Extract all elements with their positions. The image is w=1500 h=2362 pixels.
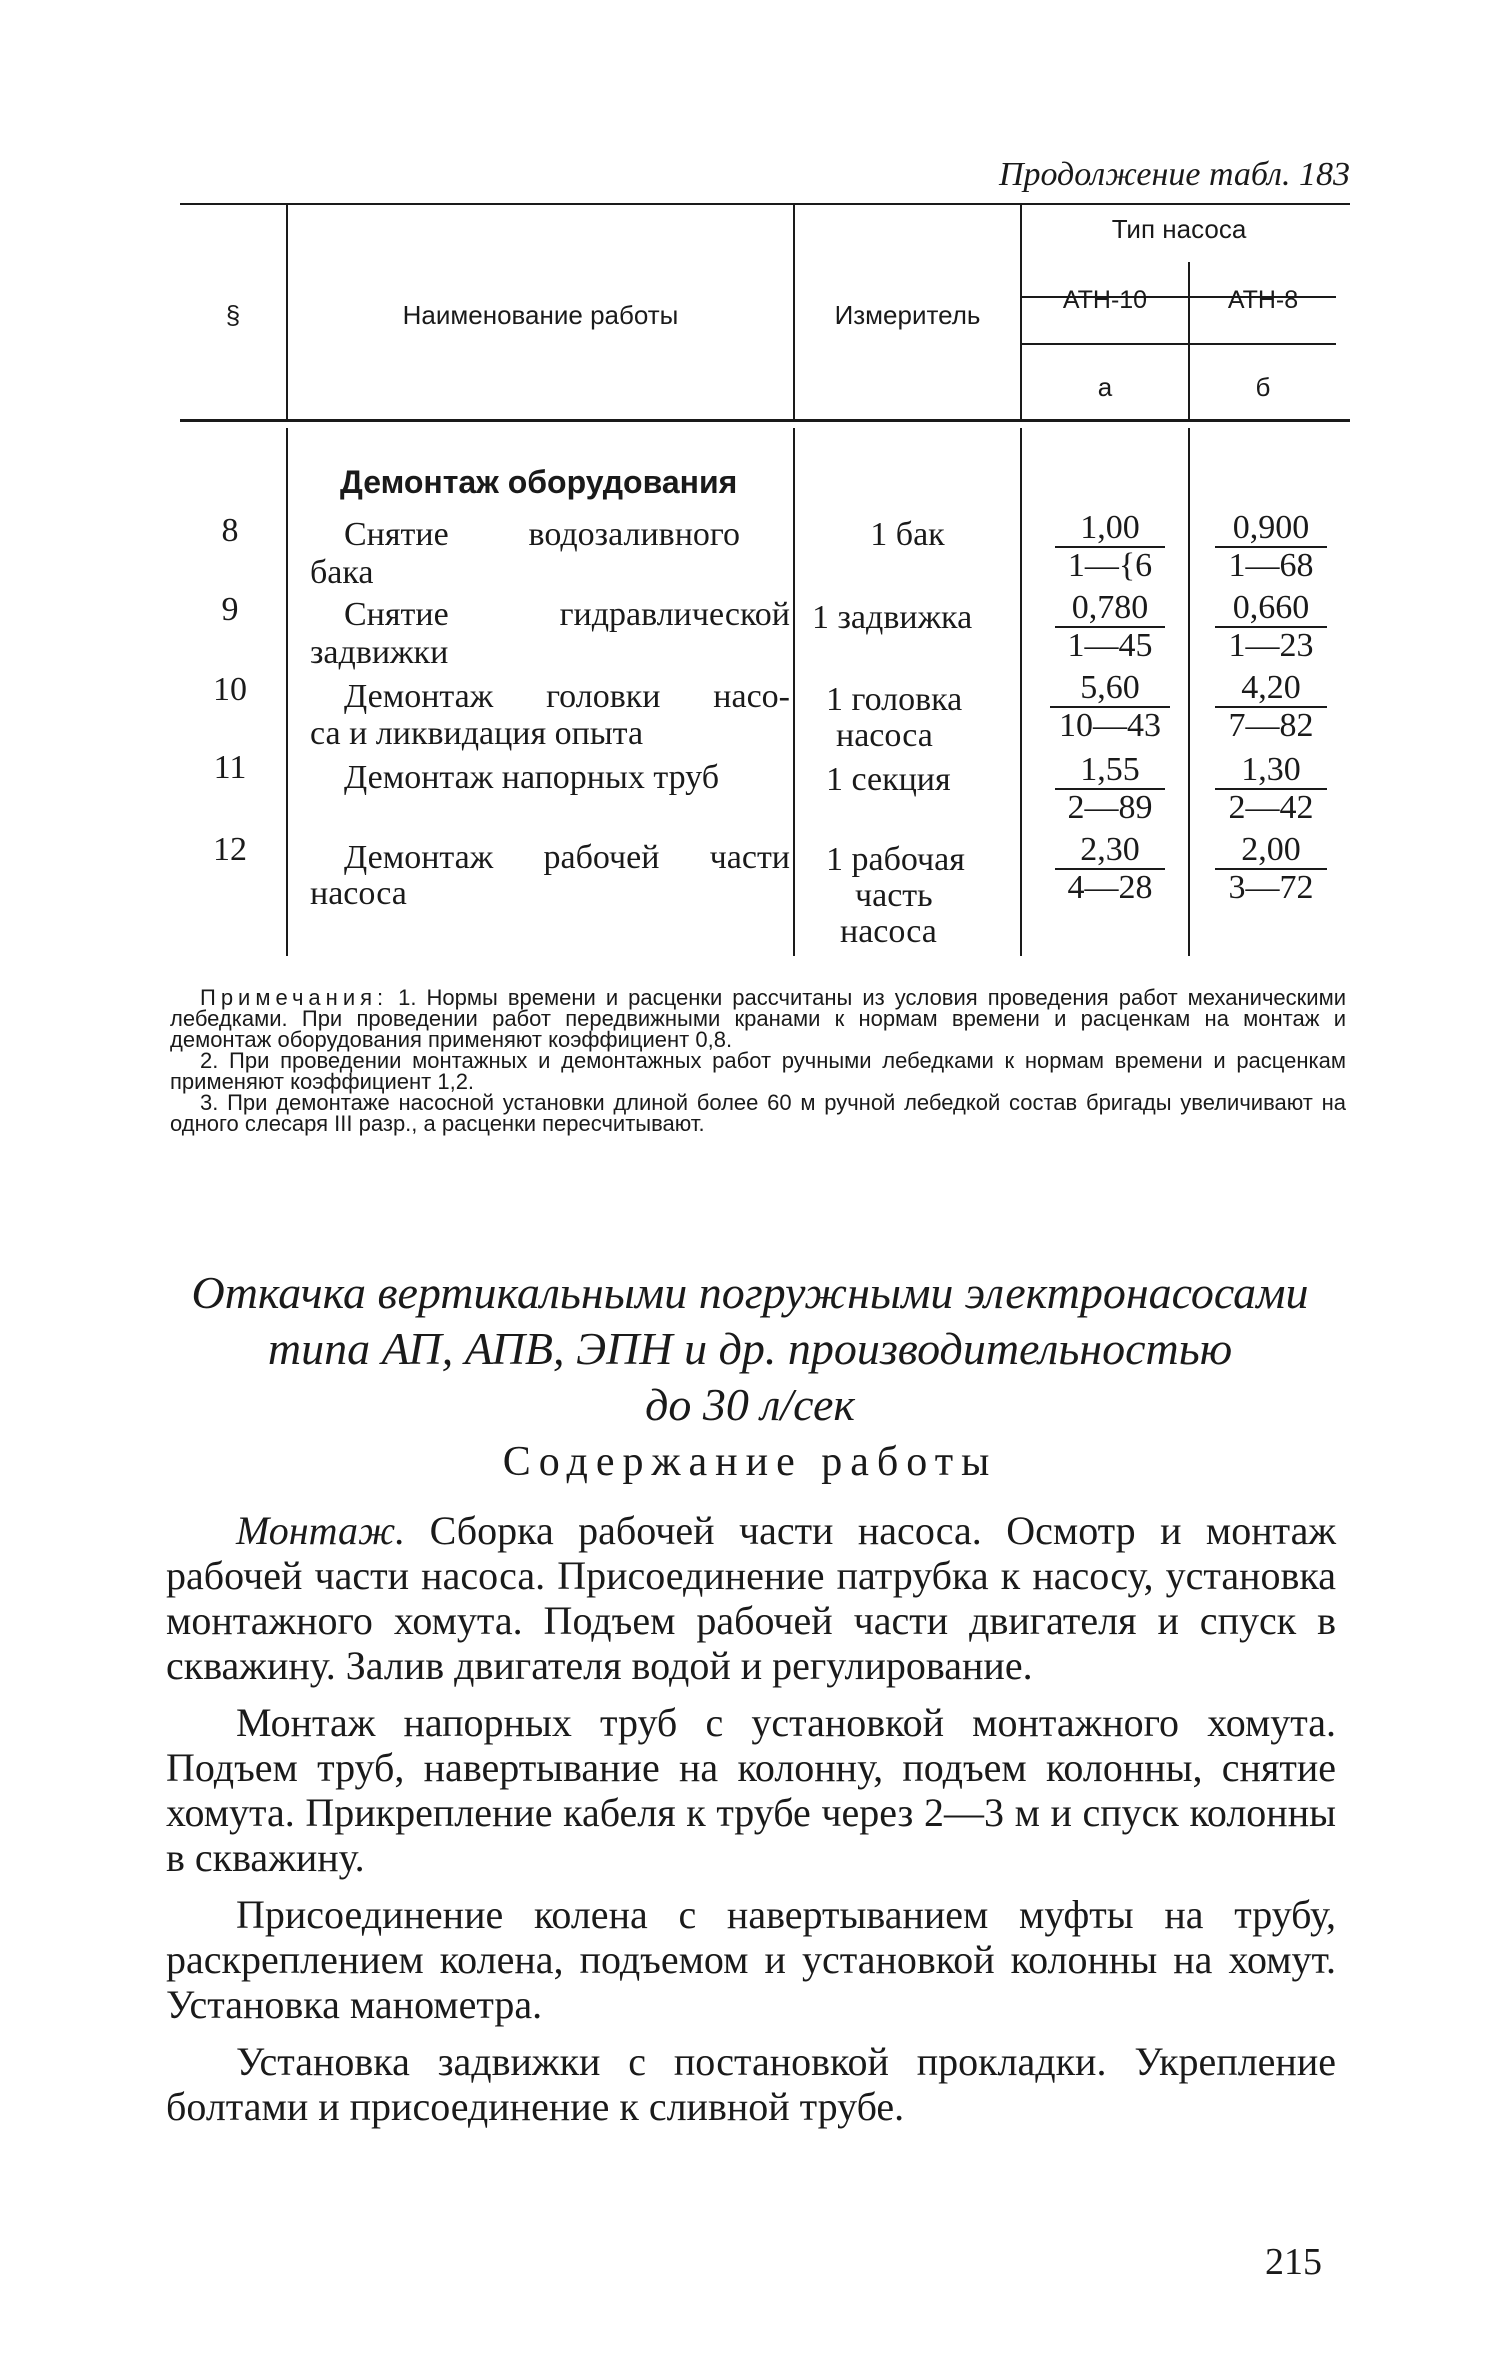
rate-b <box>1215 510 1327 584</box>
price-b: 3—72 <box>1215 868 1327 906</box>
note-3: 3. При демонтаже насосной установки длиной более 60 м ручной лебедкой состав бригады увеличивают на одного слесаря III разр., а расценки пересчитывают. <box>170 1090 1346 1136</box>
row-name-line1: Демонтаж рабочей части <box>344 839 790 876</box>
time-norm-a: 5,60 <box>1080 669 1140 706</box>
price-b: 1—68 <box>1215 546 1327 584</box>
time-norm-b: 2,00 <box>1241 831 1301 868</box>
section-title: Откачка вертикальными погружными электронасосами типа АП, АПВ, ЭПН и др. производительностью до 30 л/сек <box>191 1267 1309 1430</box>
row-name-line2: задвижки <box>310 634 449 671</box>
row-name-line2: насоса <box>310 875 407 912</box>
row-number: 8 <box>221 512 239 549</box>
header-unit: Измеритель <box>834 300 981 330</box>
row-unit: 1 бак <box>870 516 945 553</box>
table-notes <box>170 987 1346 1134</box>
row-name-line2: бака <box>310 554 374 591</box>
price-b: 2—42 <box>1215 788 1327 826</box>
header-section: § <box>225 300 241 330</box>
page-number: 215 <box>1265 2241 1322 2283</box>
time-norm-a: 1,00 <box>1080 509 1140 546</box>
rate-b <box>1215 752 1327 826</box>
rate-a <box>1055 590 1165 664</box>
notes-label: Примечания: <box>200 985 389 1010</box>
row-unit: 1 секция <box>826 761 951 798</box>
row-unit-line1: 1 рабочая <box>826 841 965 878</box>
rate-b <box>1215 832 1327 906</box>
time-norm-a: 0,780 <box>1071 589 1149 626</box>
price-a: 10—43 <box>1050 706 1170 744</box>
rate-b <box>1215 590 1327 664</box>
time-norm-a: 1,55 <box>1080 751 1140 788</box>
header-col-atn8: АТН-8 <box>1227 286 1299 314</box>
row-number: 10 <box>213 671 247 708</box>
price-a: 2—89 <box>1055 788 1165 826</box>
rate-a <box>1050 670 1170 744</box>
row-unit-line2: насоса <box>836 717 933 754</box>
row-name-line1: Снятие гидравлической <box>344 596 790 633</box>
time-norm-b: 1,30 <box>1241 751 1301 788</box>
content-heading: Содержание работы <box>502 1439 998 1485</box>
header-sub-a: а <box>1097 372 1113 402</box>
note-2: 2. При проведении монтажных и демонтажных работ ручными лебедками к нормам времени и расценкам применяют коэффициент 1,2. <box>170 1048 1346 1094</box>
row-number: 9 <box>221 591 239 628</box>
rate-a <box>1055 752 1165 826</box>
price-b: 7—82 <box>1215 706 1327 744</box>
price-a: 4—28 <box>1055 868 1165 906</box>
row-unit-line1: 1 головка <box>826 681 963 718</box>
paragraph: Монтаж. Сборка рабочей части насоса. Осмотр и монтаж рабочей части насоса. Присоединение патрубка к насосу, установка монтажного хомута. Подъем рабочей части двигателя и спуск в скважину. Залив двигателя водой и регулирование. <box>166 1508 1336 1688</box>
time-norm-a: 2,30 <box>1080 831 1140 868</box>
rate-a <box>1055 832 1165 906</box>
row-name-line2: са и ликвидация опыта <box>310 715 644 752</box>
header-col-atn10: АТН-10 <box>1062 286 1148 314</box>
work-description <box>166 1508 1336 2141</box>
group-title: Демонтаж оборудования <box>340 464 738 500</box>
paragraph: Установка задвижки с постановкой прокладки. Укрепление болтами и присоединение к сливной трубе. <box>166 2039 1336 2129</box>
header-work-name: Наименование работы <box>402 300 679 330</box>
header-pump-type: Тип насоса <box>1111 214 1247 244</box>
paragraph: Монтаж напорных труб с установкой монтажного хомута. Подъем труб, навертывание на колонну, подъем колонны, снятие хомута. Прикрепление кабеля к трубе через 2—3 м и спуск колонны в скважину. <box>166 1700 1336 1880</box>
row-unit-line2: часть <box>855 877 933 914</box>
row-name-line1: Демонтаж напорных труб <box>344 759 720 796</box>
rate-b <box>1215 670 1327 744</box>
row-unit: 1 задвижка <box>812 599 973 636</box>
time-norm-b: 0,900 <box>1232 509 1310 546</box>
price-a: 1—{6 <box>1055 546 1165 584</box>
price-b: 1—23 <box>1215 626 1327 664</box>
paragraph: Присоединение колена с навертыванием муфты на трубу, раскреплением колена, подъемом и установкой колонны на хомут. Установка манометра. <box>166 1892 1336 2027</box>
row-name-line1: Демонтаж головки насо- <box>344 678 790 715</box>
table-continuation-label: Продолжение табл. 183 <box>998 156 1350 193</box>
time-norm-b: 4,20 <box>1241 669 1301 706</box>
row-unit-line3: насоса <box>840 913 937 950</box>
row-name-line1: Снятие водозаливного <box>344 516 740 553</box>
header-sub-b: б <box>1255 372 1271 402</box>
note-1: Примечания: 1. Нормы времени и расценки рассчитаны из условия проведения работ механическими лебедками. При проведении работ передвижными кранами к нормам времени и расценкам на монтаж и демонтаж оборудования применяют коэффициент 0,8. <box>170 985 1346 1052</box>
row-number: 11 <box>213 749 247 786</box>
time-norm-b: 0,660 <box>1232 589 1310 626</box>
price-a: 1—45 <box>1055 626 1165 664</box>
row-number: 12 <box>213 831 247 868</box>
rate-a <box>1055 510 1165 584</box>
